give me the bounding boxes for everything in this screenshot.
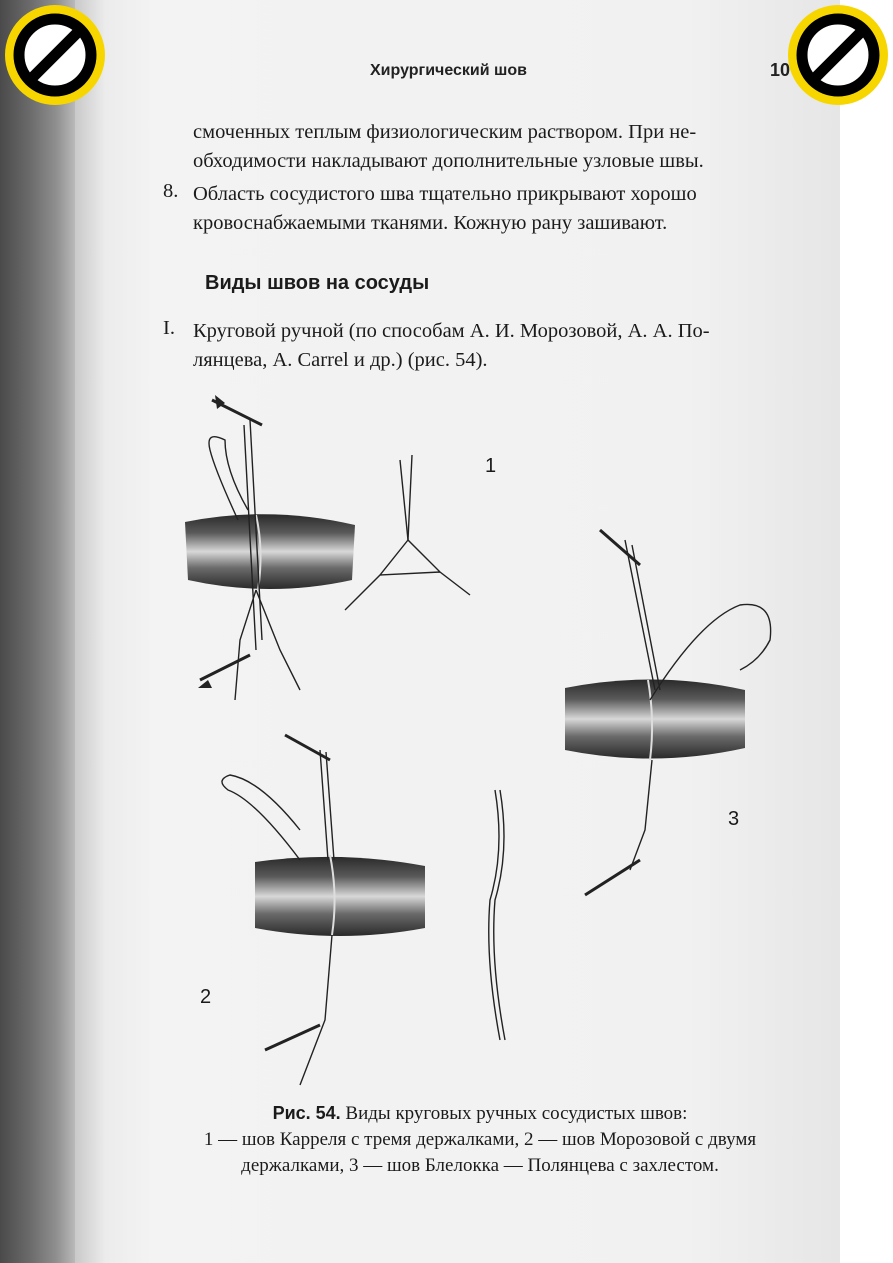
caption-line: 1 — шов Карреля с тремя держалками, 2 — шов Морозовой с двумя xyxy=(203,1129,757,1150)
list-marker: 8. xyxy=(163,180,179,202)
paragraph-line: кровоснабжаемыми тканями. Кожную рану зашивают. xyxy=(193,212,668,234)
list-marker: I. xyxy=(163,317,175,339)
list-item-line: Круговой ручной (по способам А. И. Морозовой, А. А. По- xyxy=(193,320,710,342)
vessel-diagram-2 xyxy=(222,735,505,1085)
section-heading: Виды швов на сосуды xyxy=(205,272,430,294)
paragraph-line: смоченных теплым физиологическим раствором. При не- xyxy=(193,121,697,143)
page-number: 10 xyxy=(770,60,791,80)
figure-label: 2 xyxy=(200,986,212,1008)
running-header: Хирургический шов xyxy=(370,62,527,79)
figure-label: 3 xyxy=(728,808,740,830)
paragraph-line: обходимости накладывают дополнительные узловые швы. xyxy=(193,150,704,172)
caption-label: Рис. 54. xyxy=(272,1103,341,1123)
paragraph-line: Область сосудистого шва тщательно прикрывают хорошо xyxy=(193,183,697,205)
vessel-diagram-1 xyxy=(185,395,470,700)
prohibited-icon xyxy=(786,3,890,107)
list-item-line: лянцева, А. Carrel и др.) (рис. 54). xyxy=(193,349,488,371)
figure-label: 1 xyxy=(485,455,497,477)
vessel-diagram-3 xyxy=(565,530,771,895)
figure-caption xyxy=(150,1100,810,1179)
caption-line: держалками, 3 — шов Блелокка — Полянцева с захлестом. xyxy=(241,1155,719,1176)
prohibited-icon xyxy=(3,3,107,107)
caption-title: Виды круговых ручных сосудистых швов: xyxy=(340,1103,688,1124)
